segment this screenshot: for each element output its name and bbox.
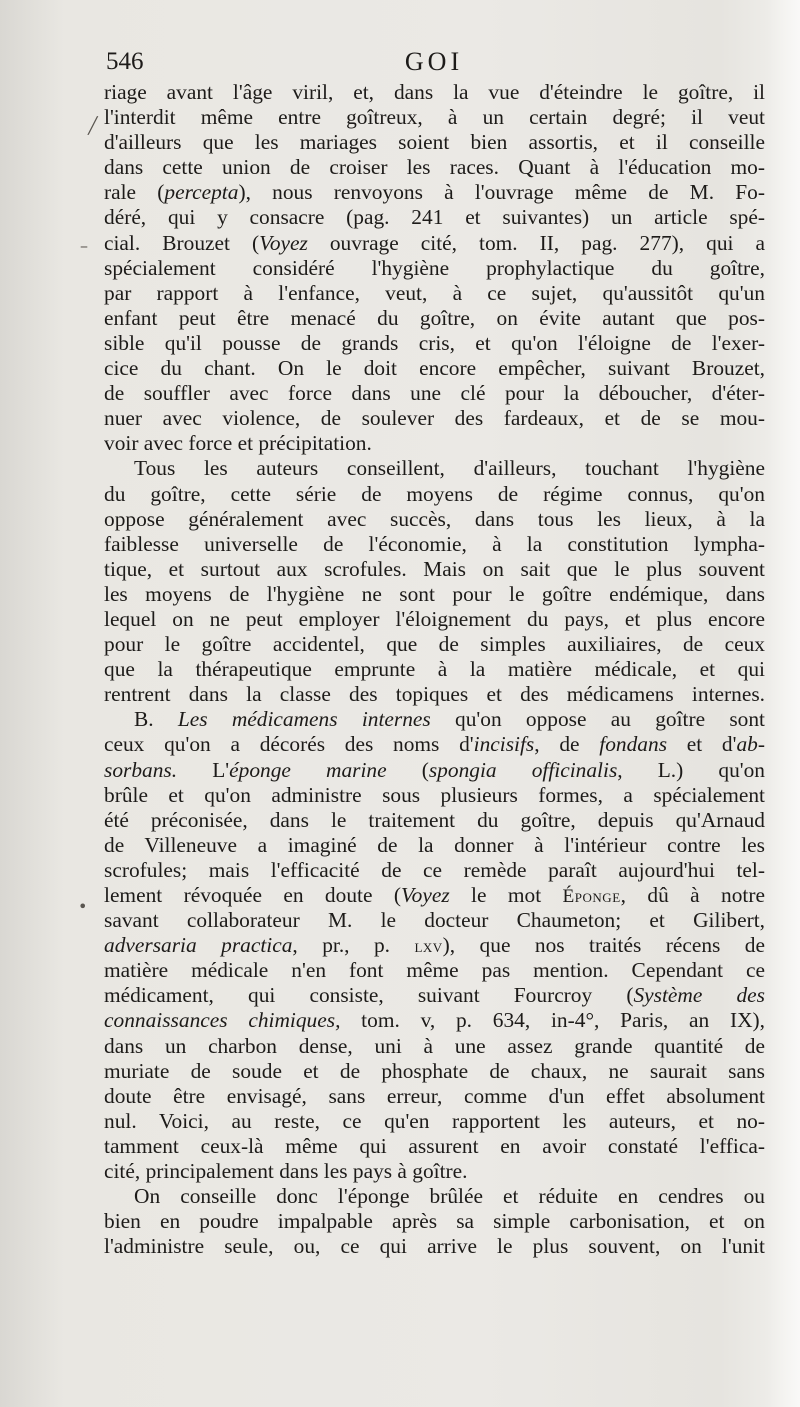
text-line (104, 632, 765, 657)
italic-run: ab- (736, 732, 765, 757)
text-line (104, 1159, 765, 1184)
text-run: brûle et qu'on administre sous plusieurs formes, a spécialement (104, 782, 765, 807)
text-line (104, 1109, 765, 1134)
text-run: l'interdit même entre goîtreux, à un certain degré; il veut (104, 105, 765, 130)
text-run: enfant peut être menacé du goître, on évite autant que pos- (104, 305, 765, 330)
text-run: de souffler avec force dans une clé pour la déboucher, d'éter- (104, 381, 765, 406)
text-line (104, 1059, 765, 1084)
text-run: muriate de soude et de phosphate de chaux, ne saurait sans (104, 1058, 765, 1083)
italic-run: adversaria practica (104, 933, 293, 958)
text-line (104, 80, 765, 105)
text-run: déré, qui y consacre (pag. 241 et suivantes) un article spé- (104, 205, 765, 230)
text-line (104, 1084, 765, 1109)
text-run: lequel on ne peut employer l'éloignement du pays, et plus encore (104, 606, 765, 631)
text-run: cial. Brouzet ( (104, 230, 260, 255)
text-run: , L.) qu'on (617, 757, 766, 782)
text-run: lement révoquée en doute ( (104, 883, 401, 907)
text-line (104, 707, 765, 732)
text-run: bien en poudre impalpable après sa simple carbonisation, et on (104, 1209, 765, 1234)
text-run: On conseille donc l'éponge brûlée et réduite en cendres ou (134, 1184, 765, 1209)
text-run: oppose généralement avec succès, dans tous les lieux, à la (104, 506, 765, 531)
text-line (104, 732, 765, 757)
italic-run: Voyez (400, 883, 450, 907)
text-line (104, 908, 765, 933)
text-line (104, 758, 765, 783)
text-run: l'administre seule, ou, ce qui arrive le plus souvent, on l'unit (104, 1234, 765, 1259)
text-run: d'ailleurs que les mariages soient bien assortis, et il conseille (104, 130, 765, 155)
text-line (104, 205, 765, 230)
italic-run: fondans (599, 732, 668, 757)
text-line (104, 256, 765, 281)
text-run: pour le goître accidentel, que de simples auxiliaires, de ceux (104, 632, 765, 657)
text-run: sible qu'il pousse de grands cris, et qu'on l'éloigne de l'exer- (104, 330, 765, 355)
text-run: tique, et surtout aux scrofules. Mais on sait que le plus souvent (104, 556, 765, 581)
text-run: nul. Voici, au reste, ce qu'en rapportent les auteurs, et no- (104, 1108, 765, 1133)
italic-run: Les médicamens internes (177, 707, 431, 732)
text-line (104, 306, 765, 331)
small-caps-run: lxv (414, 936, 443, 958)
italic-run: incisifs (473, 732, 535, 757)
text-line (104, 1134, 765, 1159)
text-run: savant collaborateur M. le docteur Chaumeton; et Gilibert, (104, 908, 765, 933)
italic-run: connaissances chimiques, (104, 1008, 341, 1033)
text-line (104, 808, 765, 833)
text-line (104, 933, 765, 958)
text-line (104, 456, 765, 481)
text-run: du goître, cette série de moyens de régime connus, qu'on (104, 481, 765, 506)
text-run: ( (386, 757, 429, 782)
text-run: L' (177, 757, 230, 782)
text-line (104, 607, 765, 632)
text-line (104, 1209, 765, 1234)
italic-run: spongia officinalis (428, 757, 618, 782)
text-line (104, 983, 765, 1008)
text-run: été préconisée, dans le traitement du goître, depuis qu'Arnaud (104, 807, 765, 832)
page-number: 546 (106, 48, 144, 75)
text-line (104, 557, 765, 582)
running-head: GOI (404, 47, 464, 76)
text-run: par rapport à l'enfance, veut, à ce sujet, qu'aussitôt qu'un (104, 280, 765, 305)
italic-run: éponge marine (229, 757, 387, 782)
text-line (104, 281, 765, 306)
text-run: voir avec force et précipitation. (104, 431, 372, 456)
text-run: ouvrage cité, tom. II, pag. 277), qui a (307, 230, 765, 255)
text-run: spécialement considéré l'hygiène prophylactique du goître, (104, 255, 765, 280)
text-run: dans un charbon dense, uni à une assez grande quantité de (104, 1033, 765, 1058)
text-run: , de (534, 732, 600, 757)
text-run: le mot (449, 883, 563, 907)
text-run: nuer avec violence, de soulever des fardeaux, et de se mou- (104, 406, 765, 431)
text-run: tom. v, p. 634, in-4°, Paris, an IX), (340, 1008, 765, 1033)
text-line (104, 833, 765, 858)
text-line (104, 431, 765, 456)
text-run: scrofules; mais l'efficacité de ce remède paraît aujourd'hui tel- (104, 857, 765, 882)
text-line (104, 783, 765, 808)
text-line (104, 657, 765, 682)
text-line (104, 331, 765, 356)
text-line (104, 105, 765, 130)
text-run: dans cette union de croiser les races. Quant à l'éducation mo- (104, 155, 765, 180)
text-line (104, 1034, 765, 1059)
italic-run: Système des (633, 983, 765, 1008)
text-line (104, 130, 765, 155)
text-line (104, 507, 765, 532)
text-line (104, 406, 765, 431)
text-line (104, 858, 765, 883)
margin-scratch: ╱ (88, 116, 98, 135)
text-line (104, 155, 765, 180)
margin-dot: • (78, 897, 88, 916)
text-run: médicament, qui consiste, suivant Fourcroy ( (104, 983, 634, 1008)
text-line (104, 582, 765, 607)
text-run: et d' (667, 732, 737, 757)
text-line (104, 958, 765, 983)
text-run: B. (134, 707, 178, 732)
text-line (104, 1008, 765, 1033)
text-run: doute être envisagé, sans erreur, comme d'un effet absolument (104, 1083, 765, 1108)
text-run: , dû à notre (620, 883, 765, 907)
text-run: tamment ceux-là même qui assurent en avoir constaté l'effica- (104, 1133, 765, 1158)
text-run: ), que nos traités récens de (442, 933, 765, 958)
text-run: les moyens de l'hygiène ne sont pour le goître endémique, dans (104, 581, 765, 606)
text-line (104, 1184, 765, 1209)
text-run: cice du chant. On le doit encore empêcher, suivant Brouzet, (104, 356, 765, 381)
text-run: matière médicale n'en font même pas mention. Cependant ce (104, 958, 765, 983)
text-run: cité, principalement dans les pays à goître. (104, 1159, 468, 1184)
text-run: , pr., p. (292, 933, 415, 958)
margin-dash: – (80, 236, 88, 255)
text-run: ), nous renvoyons à l'ouvrage même de M. Fo- (238, 180, 765, 205)
italic-run: Voyez (259, 230, 308, 255)
text-line (104, 482, 765, 507)
page-header (104, 42, 764, 82)
text-run: que la thérapeutique emprunte à la matière médicale, et qui (104, 657, 765, 682)
text-run: faiblesse universelle de l'économie, à la constitution lympha- (104, 531, 765, 556)
text-line (104, 381, 765, 406)
text-line (104, 682, 765, 707)
text-run: qu'on oppose au goître sont (430, 707, 765, 732)
text-line (104, 883, 765, 908)
text-line (104, 532, 765, 557)
text-line (104, 180, 765, 205)
text-run: Tous les auteurs conseillent, d'ailleurs, touchant l'hygiène (134, 456, 765, 481)
body-text (104, 80, 765, 1259)
italic-run: sorbans. (104, 757, 178, 782)
small-caps-run: Éponge (562, 886, 621, 907)
text-line (104, 356, 765, 381)
text-run: rale ( (104, 180, 165, 205)
text-run: riage avant l'âge viril, et, dans la vue d'éteindre le goître, il (104, 80, 765, 104)
text-run: de Villeneuve a imaginé de la donner à l'intérieur contre les (104, 832, 765, 857)
text-line (104, 231, 765, 256)
text-run: rentrent dans la classe des topiques et des médicamens internes. (104, 682, 765, 707)
text-run: ceux qu'on a décorés des noms d' (104, 732, 474, 757)
text-line (104, 1234, 765, 1259)
italic-run: percepta (164, 180, 239, 205)
